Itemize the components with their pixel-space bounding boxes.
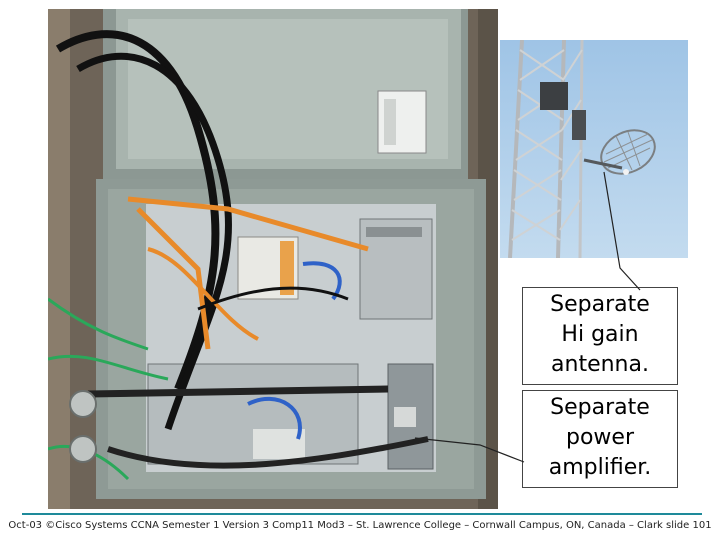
amplifier-callout: Separate power amplifier.: [522, 390, 678, 488]
antenna-callout: Separate Hi gain antenna.: [522, 287, 678, 385]
enclosure-photo: [48, 9, 498, 509]
footer-text: Oct-03 ©Cisco Systems CCNA Semester 1 Version 3 Comp11 Mod3 – St. Lawrence College – Cornwall Campus, ON, Canada – Clark slide 101: [8, 520, 712, 531]
tower-antenna-photo: [500, 40, 688, 258]
footer-divider: [22, 513, 702, 515]
